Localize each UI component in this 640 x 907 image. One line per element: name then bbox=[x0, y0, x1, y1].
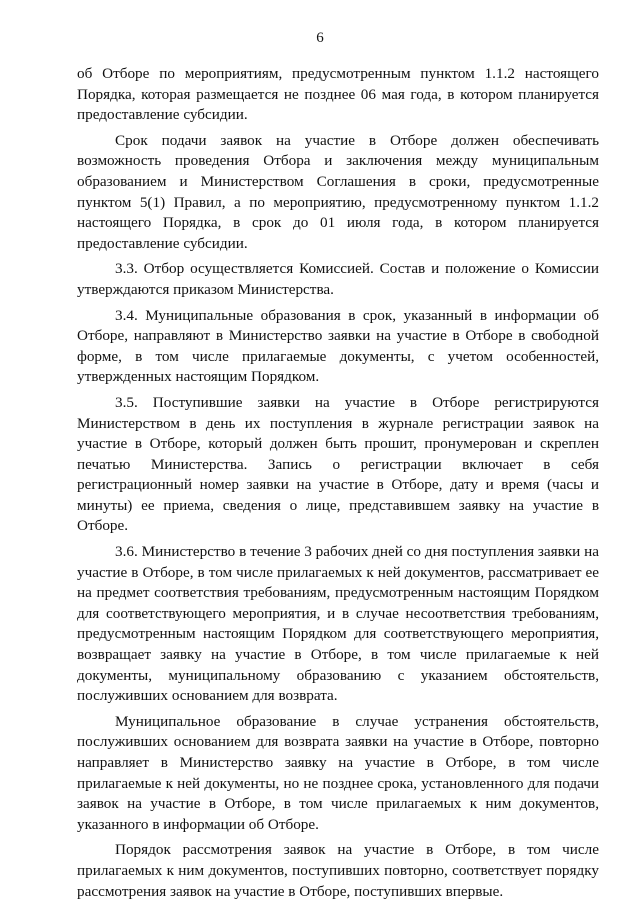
paragraph-3-4: 3.4. Муниципальные образования в срок, указанный в информации об Отборе, направляют в Министерство заявки на участие в Отборе в свободной форме, в том числе прилагаемые документы, с учетом особенностей, утвержденных настоящим Порядком. bbox=[77, 306, 599, 386]
paragraph-3-5: 3.5. Поступившие заявки на участие в Отборе регистрируются Министерством в день их поступления в журнале регистрации заявок на участие в Отборе, который должен быть прошит, пронумерован и скреплен печатью Министерства. Запись о регистрации включает в себя регистрационный номер заявки на участие в Отборе, дату и время (часы и минуты) ее приема, сведения о лице, представившем заявку на участие в Отборе. bbox=[77, 393, 599, 535]
paragraph-continuation: об Отборе по мероприятиям, предусмотренным пунктом 1.1.2 настоящего Порядка, которая размещается не позднее 06 мая года, в котором планируется предоставление субсидии. bbox=[77, 65, 599, 124]
paragraph-3-6: 3.6. Министерство в течение 3 рабочих дней со дня поступления заявки на участие в Отборе, в том числе прилагаемых к ней документов, рассматривает ее на предмет соответствия требованиям, предусмотренным настоящим Порядком для соответствующего мероприятия, и в случае несоответствия требованиям, предусмотренным настоящим Порядком для соответствующего мероприятия, возвращает заявку на участие в Отборе, в том числе прилагаемые к ней документы, муниципальному образованию с указанием обстоятельств, послуживших основанием для возврата. bbox=[77, 543, 599, 705]
paragraph-resubmission: Муниципальное образование в случае устранения обстоятельств, послуживших основанием для возврата заявки на участие в Отборе, повторно направляет в Министерство заявку на участие в Отборе, в том числе прилагаемые к ней документы, но не позднее срока, установленного для подачи заявок на участие в Отборе, в том числе прилагаемых к ним документов, указанного в информации об Отборе. bbox=[77, 712, 599, 833]
paragraph-submission-deadline: Срок подачи заявок на участие в Отборе должен обеспечивать возможность проведения Отбора и заключения между муниципальным образованием и Министерством Соглашения в сроки, предусмотренные пунктом 5(1) Правил, а по мероприятию, предусмотренному пунктом 1.1.2 настоящего Порядка, в срок до 01 июля года, в котором планируется предоставление субсидии. bbox=[77, 131, 599, 252]
paragraph-3-3: 3.3. Отбор осуществляется Комиссией. Состав и положение о Комиссии утверждаются приказом Министерства. bbox=[77, 260, 599, 298]
paragraph-review-order: Порядок рассмотрения заявок на участие в Отборе, в том числе прилагаемых к ним документов, поступивших повторно, соответствует порядку рассмотрения заявок на участие в Отборе, поступивших впервые. bbox=[77, 841, 599, 900]
page-number: 6 bbox=[316, 30, 324, 46]
document-body bbox=[77, 64, 599, 907]
